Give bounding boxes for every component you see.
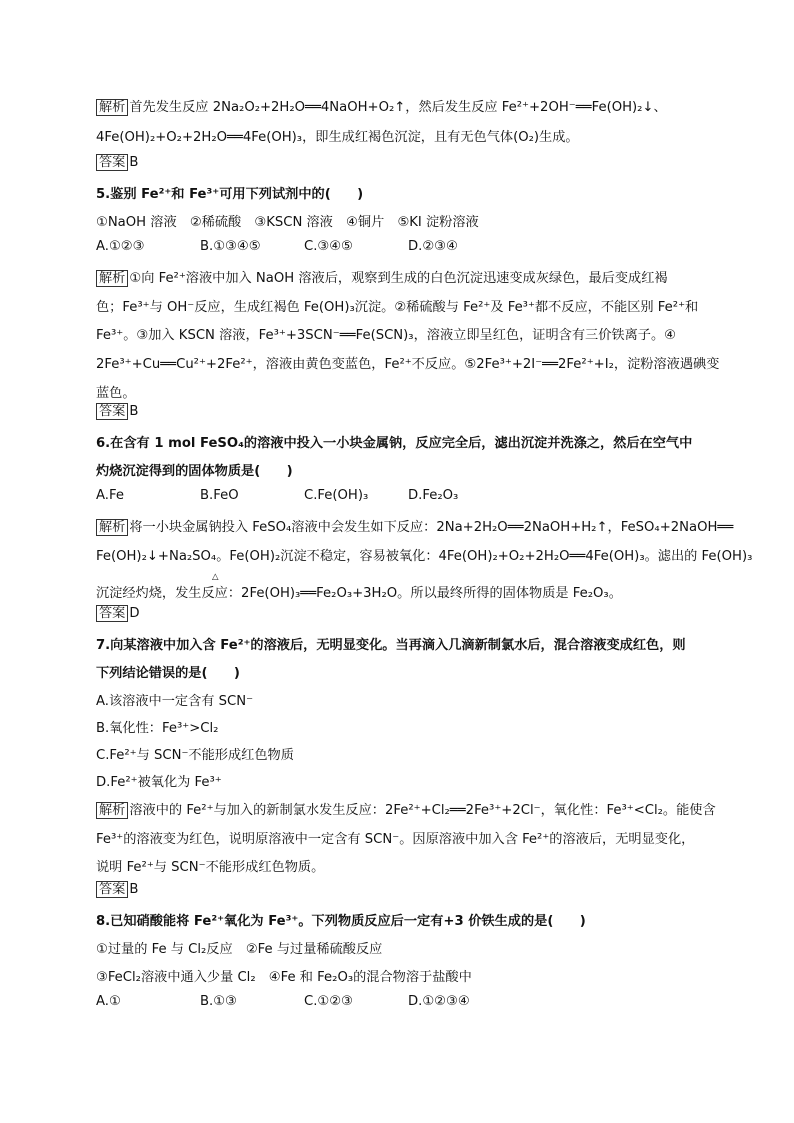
- option-a: A.①②③: [96, 239, 145, 254]
- analysis-line: 2Fe³⁺+Cu══Cu²⁺+2Fe²⁺，溶液由黄色变蓝色，Fe²⁺不反应。⑤2Fe³⁺+2I⁻══2Fe²⁺+I₂，淀粉溶液遇碘变: [96, 357, 720, 372]
- answer-tag: 答案: [96, 881, 128, 898]
- analysis-tag: 解析: [96, 802, 128, 819]
- option-a: A.该溶液中一定含有 SCN⁻: [96, 694, 254, 709]
- question-stem: 灼烧沉淀得到的固体物质是( ): [96, 464, 293, 479]
- analysis-line: 色；Fe³⁺与 OH⁻反应，生成红褐色 Fe(OH)₃沉淀。②稀硫酸与 Fe²⁺及 Fe³⁺都不反应，不能区别 Fe²⁺和: [96, 300, 699, 315]
- question-stem: 6.在含有 1 mol FeSO₄的溶液中投入一小块金属钠，反应完全后，滤出沉淀并洗涤之，然后在空气中: [96, 436, 693, 451]
- analysis-tag: 解析: [96, 99, 128, 116]
- question-stem: 下列结论错误的是( ): [96, 666, 240, 681]
- option-c: C.①②③: [304, 994, 353, 1009]
- question-stem: 5.鉴别 Fe²⁺和 Fe³⁺可用下列试剂中的( ): [96, 187, 364, 202]
- analysis-line: 解析 首先发生反应 2Na₂O₂+2H₂O══4NaOH+O₂↑，然后发生反应 Fe²⁺+2OH⁻══Fe(OH)₂↓、: [96, 96, 667, 116]
- answer-line: 答案 B: [96, 154, 138, 171]
- option-b: B.①③: [200, 994, 237, 1009]
- answer-tag: 答案: [96, 154, 128, 171]
- option-row: [96, 994, 470, 1009]
- question-items: ③FeCl₂溶液中通入少量 Cl₂ ④Fe 和 Fe₂O₃的混合物溶于盐酸中: [96, 970, 472, 985]
- option-row: [96, 239, 458, 254]
- analysis-line: 解析 ①向 Fe²⁺溶液中加入 NaOH 溶液后，观察到生成的白色沉淀迅速变成灰绿色，最后变成红褐: [96, 267, 668, 287]
- heat-symbol: △: [212, 572, 219, 582]
- option-a: A.Fe: [96, 488, 124, 503]
- question-stem: 8.已知硝酸能将 Fe²⁺氧化为 Fe³⁺。下列物质反应后一定有+3 价铁生成的是( ): [96, 914, 586, 929]
- option-b: B.①③④⑤: [200, 239, 261, 254]
- option-c: C.Fe(OH)₃: [304, 488, 369, 503]
- analysis-line: Fe³⁺的溶液变为红色，说明原溶液中一定含有 SCN⁻。因原溶液中加入含 Fe²⁺的溶液后，无明显变化，: [96, 832, 695, 847]
- analysis-line: 解析 溶液中的 Fe²⁺与加入的新制氯水发生反应：2Fe²⁺+Cl₂══2Fe³⁺+2Cl⁻，氧化性：Fe³⁺<Cl₂。能使含: [96, 799, 716, 819]
- answer-tag: 答案: [96, 605, 128, 622]
- option-d: D.①②③④: [408, 994, 470, 1009]
- answer-line: 答案 D: [96, 605, 140, 622]
- option-b: B.FeO: [200, 488, 239, 503]
- question-stem: 7.向某溶液中加入含 Fe²⁺的溶液后，无明显变化。当再滴入几滴新制氯水后，混合溶液变成红色，则: [96, 638, 686, 653]
- analysis-line: 沉淀经灼烧，发生反应：2Fe(OH)₃══Fe₂O₃+3H₂O。所以最终所得的固体物质是 Fe₂O₃。: [96, 586, 622, 601]
- question-items: ①过量的 Fe 与 Cl₂反应 ②Fe 与过量稀硫酸反应: [96, 942, 383, 957]
- option-row: [96, 488, 458, 503]
- option-b: B.氧化性：Fe³⁺>Cl₂: [96, 721, 219, 736]
- analysis-line: 4Fe(OH)₂+O₂+2H₂O══4Fe(OH)₃，即生成红褐色沉淀，且有无色气体(O₂)生成。: [96, 130, 579, 145]
- option-d: D.Fe₂O₃: [408, 488, 459, 503]
- answer-tag: 答案: [96, 403, 128, 420]
- analysis-line: Fe(OH)₂↓+Na₂SO₄。Fe(OH)₂沉淀不稳定，容易被氧化：4Fe(OH)₂+O₂+2H₂O══4Fe(OH)₃。滤出的 Fe(OH)₃: [96, 549, 753, 564]
- question-items: ①NaOH 溶液 ②稀硫酸 ③KSCN 溶液 ④铜片 ⑤KI 淀粉溶液: [96, 215, 479, 230]
- analysis-tag: 解析: [96, 519, 128, 536]
- analysis-line: 说明 Fe²⁺与 SCN⁻不能形成红色物质。: [96, 860, 325, 875]
- option-d: D.Fe²⁺被氧化为 Fe³⁺: [96, 775, 222, 790]
- analysis-tag: 解析: [96, 270, 128, 287]
- option-d: D.②③④: [408, 239, 458, 254]
- option-a: A.①: [96, 994, 121, 1009]
- answer-line: 答案 B: [96, 403, 138, 420]
- option-c: C.Fe²⁺与 SCN⁻不能形成红色物质: [96, 748, 294, 763]
- analysis-line: 解析 将一小块金属钠投入 FeSO₄溶液中会发生如下反应：2Na+2H₂O══2NaOH+H₂↑，FeSO₄+2NaOH══: [96, 516, 733, 536]
- analysis-line: Fe³⁺。③加入 KSCN 溶液，Fe³⁺+3SCN⁻══Fe(SCN)₃，溶液立即呈红色，证明含有三价铁离子。④: [96, 328, 676, 343]
- answer-line: 答案 B: [96, 881, 138, 898]
- option-c: C.③④⑤: [304, 239, 353, 254]
- analysis-line: 蓝色。: [96, 386, 136, 401]
